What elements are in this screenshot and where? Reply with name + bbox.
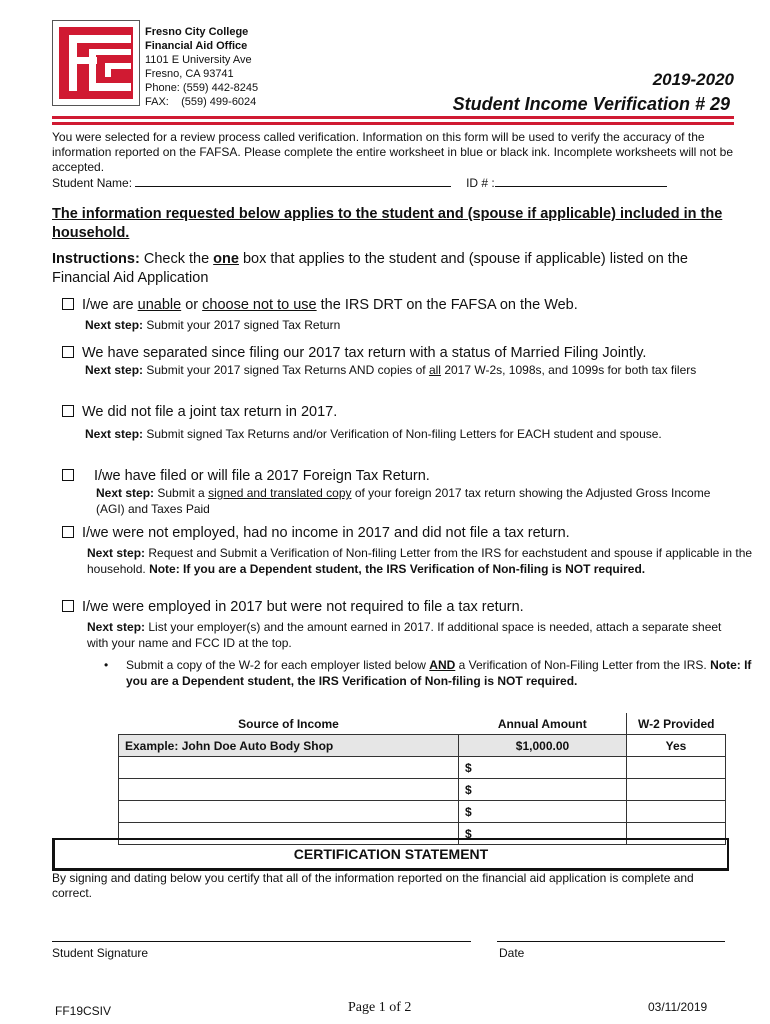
instructions-post: box that applies to the student and (spouse if applicable) listed on the Financial Aid Application <box>52 251 688 286</box>
example-amount: $1,000.00 <box>459 735 627 757</box>
w2-cell[interactable] <box>627 757 726 779</box>
option-no-joint-return <box>62 404 337 420</box>
instructions <box>52 250 742 288</box>
source-cell[interactable] <box>119 801 459 823</box>
id-label: ID # : <box>466 176 495 190</box>
option-not-employed <box>62 525 570 541</box>
student-name-label: Student Name: <box>52 176 133 190</box>
amount-cell[interactable]: $ <box>459 801 627 823</box>
option-1-pre: I/we are <box>82 297 134 313</box>
certification-title: CERTIFICATION STATEMENT <box>52 838 729 871</box>
option-1-mid: or <box>185 297 199 313</box>
student-name-field[interactable] <box>135 175 451 187</box>
option-2-next-all: all <box>428 363 441 377</box>
city-state-zip: Fresno, CA 93741 <box>145 68 234 80</box>
revision-date: 03/11/2019 <box>648 1000 708 1014</box>
option-2-text: We have separated since filing our 2017 tax return with a status of Married Filing Jointly. <box>82 345 647 361</box>
next-step-label: Next step: <box>87 546 146 560</box>
amount-cell[interactable]: $ <box>459 823 627 845</box>
checkbox-foreign-return[interactable] <box>62 469 74 481</box>
table-row-example <box>119 735 726 757</box>
signature-label: Student Signature <box>52 946 149 960</box>
source-cell[interactable] <box>119 779 459 801</box>
header-amount: Annual Amount <box>497 716 587 731</box>
org-name: Fresno City College <box>145 26 249 38</box>
option-foreign-return <box>62 468 430 484</box>
header-rule-bottom <box>52 122 734 125</box>
intro-text: You were selected for a review process called verification. Information on this form will be used to verify the accuracy of the information reported on the FAFSA. Please complete the entire worksheet in blue or black ink. Incomplete worksheets will not be accepted. <box>52 130 734 174</box>
table-row <box>119 757 726 779</box>
amount-cell[interactable]: $ <box>459 779 627 801</box>
next-step-label: Next step: <box>96 486 155 500</box>
instructions-pre: Check the <box>143 251 210 267</box>
option-2-next-post: 2017 W-2s, 1098s, and 1099s for both tax filers <box>444 363 697 377</box>
bullet-pre: Submit a copy of the W-2 for each employer listed below <box>126 658 426 672</box>
option-employed-no-return <box>62 599 524 615</box>
option-5-text: I/we were not employed, had no income in 2017 and did not file a tax return. <box>82 525 570 541</box>
option-6-bullet <box>104 657 764 689</box>
certification-text: By signing and dating below you certify that all of the information reported on the financial aid application is complete and correct. <box>52 871 694 900</box>
checkbox-no-joint-return[interactable] <box>62 405 74 417</box>
option-1-next-text: Submit your 2017 signed Tax Return <box>146 318 341 332</box>
street-address: 1101 E University Ave <box>145 54 252 66</box>
form-title: Student Income Verification # 29 <box>452 94 730 114</box>
bullet-post: a Verification of Non-Filing Letter from the IRS. <box>458 658 707 672</box>
option-1-post: the IRS DRT on the FAFSA on the Web. <box>320 297 578 313</box>
table-header-row <box>119 713 726 735</box>
income-table <box>118 713 726 845</box>
next-step-label: Next step: <box>85 363 144 377</box>
header-rule-top <box>52 116 734 119</box>
option-4-next-step <box>96 485 736 517</box>
source-cell[interactable] <box>119 757 459 779</box>
header-w2: W-2 Provided <box>627 713 726 735</box>
instructions-label: Instructions: <box>52 251 140 267</box>
w2-cell[interactable] <box>627 779 726 801</box>
bullet-icon: • <box>104 658 109 672</box>
instructions-one: one <box>213 251 239 267</box>
award-year: 2019-2020 <box>652 70 734 89</box>
student-id-field[interactable] <box>495 175 667 187</box>
header-source: Source of Income <box>238 716 339 731</box>
checkbox-employed-no-return[interactable] <box>62 600 74 612</box>
option-5-next-step <box>87 545 757 577</box>
option-4-next-signed: signed and translated copy <box>208 486 352 500</box>
checkbox-not-employed[interactable] <box>62 526 74 538</box>
fax-number: FAX: (559) 499-6024 <box>145 96 257 108</box>
option-3-text: We did not file a joint tax return in 2017. <box>82 404 338 420</box>
option-drt-unable <box>62 297 578 313</box>
date-line[interactable] <box>497 941 725 942</box>
phone-number: Phone: (559) 442-8245 <box>145 82 259 94</box>
option-3-next-text: Submit signed Tax Returns and/or Verification of Non-filing Letters for EACH student and spouse. <box>146 427 662 441</box>
option-4-next-post: of your foreign 2017 tax return showing the Adjusted Gross Income (AGI) and Taxes Paid <box>96 486 711 516</box>
option-5-next-text: Request and Submit a Verification of Non-filing Letter from the IRS for eachstudent and spouse if applicable in the household. <box>87 546 753 576</box>
fcc-logo <box>52 20 140 106</box>
household-heading: The information requested below applies to the student and (spouse if applicable) included in the household. <box>52 206 723 241</box>
office-address <box>145 25 258 109</box>
option-6-next-step <box>87 619 737 651</box>
option-2-next-step <box>85 362 745 378</box>
option-separated <box>62 345 646 361</box>
option-2-next-pre: Submit your 2017 signed Tax Returns AND copies of <box>146 363 426 377</box>
option-4-next-pre: Submit a <box>157 486 205 500</box>
example-source: Example: John Doe Auto Body Shop <box>119 735 459 757</box>
amount-cell[interactable]: $ <box>459 757 627 779</box>
option-1-choose: choose not to use <box>202 297 317 313</box>
page-number: Page 1 of 2 <box>348 1000 412 1015</box>
form-code: FF19CSIV <box>55 1004 112 1018</box>
checkbox-drt-unable[interactable] <box>62 298 74 310</box>
option-1-unable: unable <box>137 297 182 313</box>
signature-line[interactable] <box>52 941 471 942</box>
bullet-note: Note: If you are a Dependent student, the IRS Verification of Non-filing is NOT required. <box>126 658 752 688</box>
example-w2: Yes <box>627 735 726 757</box>
date-label: Date <box>499 946 525 960</box>
intro-paragraph <box>52 130 742 191</box>
option-4-text: I/we have filed or will file a 2017 Foreign Tax Return. <box>94 468 430 484</box>
next-step-label: Next step: <box>85 427 144 441</box>
table-row <box>119 779 726 801</box>
next-step-label: Next step: <box>87 620 146 634</box>
option-5-note: Note: If you are a Dependent student, the IRS Verification of Non-filing is NOT required. <box>149 562 646 576</box>
option-6-text: I/we were employed in 2017 but were not required to file a tax return. <box>82 599 524 615</box>
option-3-next-step <box>85 426 685 442</box>
table-row <box>119 801 726 823</box>
office-name: Financial Aid Office <box>145 40 248 52</box>
option-1-next-step <box>85 317 340 333</box>
checkbox-separated[interactable] <box>62 346 74 358</box>
w2-cell[interactable] <box>627 801 726 823</box>
bullet-and: AND <box>429 658 456 672</box>
option-6-next-text: List your employer(s) and the amount earned in 2017. If additional space is needed, attach a separate sheet with your name and FCC ID at the top. <box>87 620 722 650</box>
next-step-label: Next step: <box>85 318 144 332</box>
